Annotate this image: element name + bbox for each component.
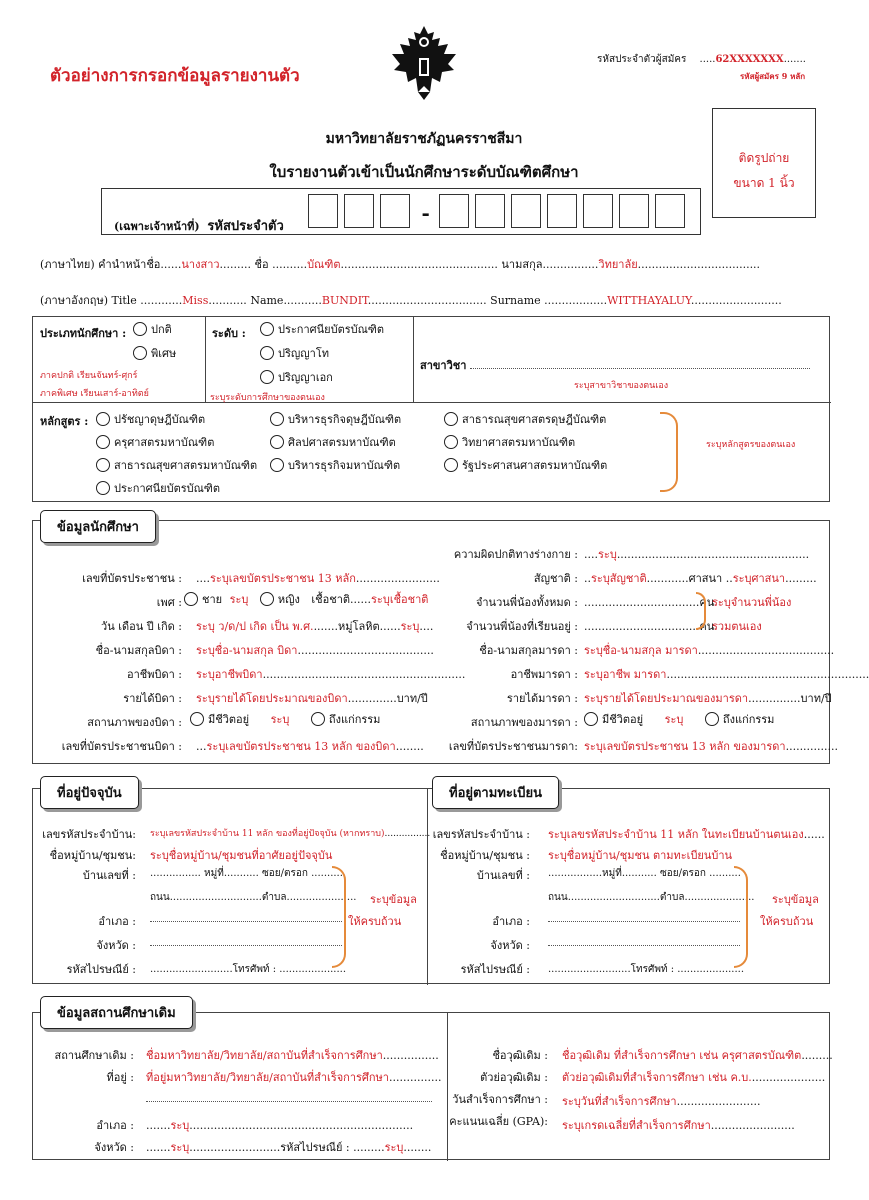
reg-province-field[interactable]	[548, 936, 740, 949]
edu-address-field[interactable]: ที่อยู่มหาวิทยาลัย/วิทยาลัย/สถาบันที่สำเร็จการศึกษา...............	[146, 1071, 442, 1084]
degree-label: ชื่อวุฒิเดิม :	[492, 1049, 548, 1062]
reg-house-code-field[interactable]: ระบุเลขรหัสประจำบ้าน 11 หลัก ในทะเบียนบ้านตนเอง......	[548, 828, 825, 841]
cur-province-label: จังหวัด :	[96, 939, 136, 952]
reg-village-field[interactable]: ระบุชื่อหมู่บ้าน/ชุมชน ตามทะเบียนบ้าน	[548, 849, 733, 862]
curriculum-brace	[660, 412, 678, 492]
father-income-label: รายได้บิดา :	[123, 692, 182, 705]
nationality-label: สัญชาติ :	[533, 572, 578, 585]
father-name-field[interactable]: ระบุชื่อ-นามสกุล บิดา.......................................	[196, 644, 434, 657]
dob-label: วัน เดือน ปี เกิด :	[101, 620, 182, 633]
reg-house-code-label: เลขรหัสประจำบ้าน :	[432, 828, 530, 841]
father-status-field[interactable]: มีชีวิตอยู่ ระบุ ถึงแก่กรรม	[190, 710, 380, 728]
cur-province-field[interactable]	[150, 936, 342, 949]
officer-only-label: (เฉพาะเจ้าหน้าที่)	[114, 220, 200, 233]
curriculum-3[interactable]: สาธารณสุขศาสตรมหาบัณฑิต	[96, 456, 257, 474]
prefix-value: นางสาว	[181, 258, 220, 271]
last-name-value: วิทยาลัย	[598, 258, 638, 271]
reg-postal-field[interactable]: ..........................โทรศัพท์ : .....................	[548, 964, 745, 975]
mother-job-label: อาชีพมารดา :	[510, 668, 578, 681]
curriculum-note: ระบุหลักสูตรของตนเอง	[706, 440, 796, 450]
siblings-note2: รวมตนเอง	[712, 620, 762, 633]
edu-amphoe-field[interactable]: .......ระบุ................................................................	[146, 1119, 414, 1132]
address-box	[32, 788, 830, 984]
disability-field[interactable]: ....ระบุ.......................................................	[584, 548, 810, 561]
applicant-id-note: รหัสผู้สมัคร 9 หลัก	[740, 71, 806, 81]
degree-field[interactable]: ชื่อวุฒิเดิม ที่สำเร็จการศึกษา เช่น ครุศาสตรบัณฑิต.........	[562, 1049, 833, 1062]
reg-province-label: จังหวัด :	[490, 939, 530, 952]
dob-field[interactable]: ระบุ ว/ด/ป เกิด เป็น พ.ศ........หมู่โลหิต......ระบุ....	[196, 620, 434, 633]
cur-note2: ให้ครบถ้วน	[348, 915, 402, 928]
garuda-emblem	[388, 20, 460, 102]
school-field[interactable]: ชื่อมหาวิทยาลัย/วิทยาลัย/สถาบันที่สำเร็จการศึกษา................	[146, 1049, 439, 1062]
reg-amphoe-label: อำเภอ :	[492, 915, 530, 928]
title-en-value: Miss	[182, 294, 209, 307]
reg-amphoe-field[interactable]	[548, 912, 740, 925]
father-job-field[interactable]: ระบุอาชีพบิดา..........................................................	[196, 668, 466, 681]
photo-box	[712, 108, 816, 218]
university-name: มหาวิทยาลัยราชภัฏนครราชสีมา	[325, 131, 523, 147]
curriculum-5[interactable]: บริหารธุรกิจดุษฎีบัณฑิต	[270, 410, 401, 428]
level-3-radio[interactable]: ปริญญาเอก	[260, 368, 333, 386]
level-2-radio[interactable]: ปริญญาโท	[260, 344, 329, 362]
cur-house-code-label: เลขรหัสประจำบ้าน:	[42, 828, 136, 841]
gpa-field[interactable]: ระบุเกรดเฉลี่ยที่สำเร็จการศึกษา........................	[562, 1119, 795, 1132]
mother-income-field[interactable]: ระบุรายได้โดยประมาณของมารดา...............บาท/ปี	[584, 692, 832, 705]
siblings-note1: ระบุจำนวนพี่น้อง	[712, 596, 792, 609]
cur-road-field[interactable]: ถนน.............................ตำบล......................	[150, 892, 357, 903]
photo-line2: ขนาด 1 นิ้ว	[733, 176, 795, 190]
id-card-field[interactable]: ....ระบุเลขบัตรประชาชน 13 หลัก........................	[196, 572, 440, 585]
sex-field[interactable]: ชาย ระบุ หญิง เชื้อชาติ......ระบุเชื้อชาติ	[184, 590, 428, 608]
disability-label: ความผิดปกติทางร่างกาย :	[453, 548, 578, 561]
siblings-brace	[696, 592, 706, 630]
school-label: สถานศึกษาเดิม :	[54, 1049, 134, 1062]
curriculum-8[interactable]: สาธารณสุขศาสตรดุษฎีบัณฑิต	[444, 410, 606, 428]
edu-address-line2[interactable]	[146, 1092, 432, 1105]
photo-line1: ติดรูปถ่าย	[738, 151, 790, 165]
cur-village-field[interactable]: ระบุชื่อหมู่บ้าน/ชุมชนที่อาศัยอยู่ปัจจุบัน	[150, 849, 333, 862]
curriculum-9[interactable]: วิทยาศาสตรมหาบัณฑิต	[444, 433, 575, 451]
cur-address-brace	[332, 866, 346, 968]
abbr-field[interactable]: ตัวย่อวุฒิเดิมที่สำเร็จการศึกษา เช่น ค.บ......................	[562, 1071, 826, 1084]
cur-village-label: ชื่อหมู่บ้าน/ชุมชน:	[49, 849, 136, 862]
grad-date-field[interactable]: ระบุวันที่สำเร็จการศึกษา........................	[562, 1095, 761, 1108]
curriculum-10[interactable]: รัฐประศาสนศาสตรมหาบัณฑิต	[444, 456, 607, 474]
sex-label: เพศ :	[156, 596, 182, 609]
type-normal-radio[interactable]: ปกติ	[133, 320, 172, 338]
reg-house-no-field[interactable]: .................หมู่ที่........... ซอย/ตรอก ..........	[548, 868, 741, 879]
siblings-study-label: จำนวนพี่น้องที่เรียนอยู่ :	[466, 620, 578, 633]
reg-village-label: ชื่อหมู่บ้าน/ชุมชน :	[440, 849, 530, 862]
reg-postal-label: รหัสไปรษณีย์ :	[460, 963, 530, 976]
edu-province-label: จังหวัด :	[94, 1141, 134, 1154]
example-title: ตัวอย่างการกรอกข้อมูลรายงานตัว	[50, 66, 300, 86]
type-note1: ภาคปกติ เรียนจันทร์-ศุกร์	[40, 371, 138, 381]
grad-date-label: วันสำเร็จการศึกษา :	[452, 1093, 548, 1106]
curriculum-label: หลักสูตร :	[40, 415, 89, 428]
curriculum-6[interactable]: ศิลปศาสตรมหาบัณฑิต	[270, 433, 396, 451]
cur-house-no-field[interactable]: ................ หมู่ที่........... ซอย/ตรอก ..........	[150, 868, 343, 879]
name-th-row: (ภาษาไทย) คำนำหน้าชื่อ......นางสาว......... ชื่อ ..........บัณฑิต............................................. นามสกุล................วิทยาลัย...................................	[40, 258, 761, 271]
current-address-tab: ที่อยู่ปัจจุบัน	[40, 776, 139, 809]
mother-job-field[interactable]: ระบุอาชีพ มารดา..........................................................	[584, 668, 869, 681]
name-en-row: (ภาษาอังกฤษ) Title ............Miss........... Name...........BUNDIT.................................. Surname ..................WITTHAYALUY..........................	[40, 294, 782, 307]
major-row: สาขาวิชา	[420, 356, 810, 374]
registered-address-tab: ที่อยู่ตามทะเบียน	[432, 776, 559, 809]
reg-address-brace	[734, 866, 748, 968]
level-1-radio[interactable]: ประกาศนียบัตรบัณฑิต	[260, 320, 384, 338]
curriculum-7[interactable]: บริหารธุรกิจมหาบัณฑิต	[270, 456, 400, 474]
name-en-value: BUNDIT	[321, 294, 368, 307]
student-id-label: รหัสประจำตัว	[207, 219, 284, 234]
father-id-label: เลขที่บัตรประชาชนบิดา :	[61, 740, 182, 753]
education-tab: ข้อมูลสถานศึกษาเดิม	[40, 996, 193, 1029]
cur-note1: ระบุข้อมูล	[370, 893, 417, 906]
form-title: ใบรายงานตัวเข้าเป็นนักศึกษาระดับบัณฑิตศึกษา	[269, 163, 579, 181]
father-status-label: สถานภาพของบิดา :	[87, 716, 182, 729]
cur-postal-label: รหัสไปรษณีย์ :	[66, 963, 136, 976]
mother-name-field[interactable]: ระบุชื่อ-นามสกุล มารดา.......................................	[584, 644, 835, 657]
major-note: ระบุสาขาวิชาของตนเอง	[574, 381, 669, 391]
cur-postal-field[interactable]: ..........................โทรศัพท์ : .....................	[150, 964, 347, 975]
first-name-value: บัณฑิต	[307, 258, 341, 271]
gpa-label: คะแนนเฉลี่ย (GPA):	[449, 1115, 548, 1128]
reg-note2: ให้ครบถ้วน	[760, 915, 814, 928]
reg-house-no-label: บ้านเลขที่ :	[476, 869, 530, 882]
applicant-id-label: รหัสประจำตัวผู้สมัคร	[597, 54, 687, 65]
abbr-label: ตัวย่อวุฒิเดิม :	[480, 1071, 548, 1084]
nationality-field[interactable]: ..ระบุสัญชาติ............ศาสนา ..ระบุศาสนา.........	[584, 572, 817, 585]
cur-house-no-label: บ้านเลขที่ :	[82, 869, 136, 882]
mother-status-label: สถานภาพของมารดา :	[470, 716, 578, 729]
level-note: ระบุระดับการศึกษาของตนเอง	[210, 393, 325, 403]
reg-note1: ระบุข้อมูล	[772, 893, 819, 906]
cur-amphoe-field[interactable]	[150, 912, 342, 925]
student-type-label: ประเภทนักศึกษา :	[40, 327, 127, 340]
father-id-field[interactable]: ...ระบุเลขบัตรประชาชน 13 หลัก ของบิดา........	[196, 740, 424, 753]
edu-province-field[interactable]: .......ระบุ..........................รหัสไปรษณีย์ : .........ระบุ........	[146, 1141, 432, 1154]
siblings-study-field[interactable]: .................................คน	[584, 620, 715, 633]
curriculum-2[interactable]: ครุศาสตรมหาบัณฑิต	[96, 433, 214, 451]
father-name-label: ชื่อ-นามสกุลบิดา :	[95, 644, 182, 657]
siblings-label: จำนวนพี่น้องทั้งหมด :	[475, 596, 578, 609]
student-id-cells[interactable]: -	[308, 194, 685, 231]
applicant-id-value: 62XXXXXXX	[715, 54, 784, 65]
mother-status-field[interactable]: มีชีวิตอยู่ ระบุ ถึงแก่กรรม	[584, 710, 774, 728]
father-job-label: อาชีพบิดา :	[126, 668, 182, 681]
siblings-field[interactable]: .................................คน	[584, 596, 715, 609]
type-special-radio[interactable]: พิเศษ	[133, 344, 176, 362]
mother-id-field[interactable]: ระบุเลขบัตรประชาชน 13 หลัก ของมารดา...............	[584, 740, 839, 753]
father-income-field[interactable]: ระบุรายได้โดยประมาณของบิดา..............บาท/ปี	[196, 692, 428, 705]
reg-road-field[interactable]: ถนน.............................ตำบล......................	[548, 892, 755, 903]
cur-amphoe-label: อำเภอ :	[98, 915, 136, 928]
officer-id-box	[101, 188, 701, 235]
mother-income-label: รายได้มารดา :	[506, 692, 578, 705]
edu-address-label: ที่อยู่ :	[106, 1071, 134, 1084]
mother-name-label: ชื่อ-นามสกุลมารดา :	[479, 644, 578, 657]
mother-id-label: เลขที่บัตรประชาชนมารดา:	[448, 740, 578, 753]
surname-en-value: WITTHAYALUY	[607, 294, 691, 307]
curriculum-4[interactable]: ประกาศนียบัตรบัณฑิต	[96, 479, 220, 497]
cur-house-code-field[interactable]: ระบุเลขรหัสประจำบ้าน 11 หลัก ของที่อยู่ปัจจุบัน (หากทราบ)................	[150, 829, 431, 839]
curriculum-1[interactable]: ปรัชญาดุษฎีบัณฑิต	[96, 410, 205, 428]
edu-amphoe-label: อำเภอ :	[96, 1119, 134, 1132]
id-card-label: เลขที่บัตรประชาชน :	[82, 572, 182, 585]
type-note2: ภาคพิเศษ เรียนเสาร์-อาทิตย์	[40, 389, 149, 399]
level-label: ระดับ :	[212, 327, 246, 340]
student-info-tab: ข้อมูลนักศึกษา	[40, 510, 156, 543]
